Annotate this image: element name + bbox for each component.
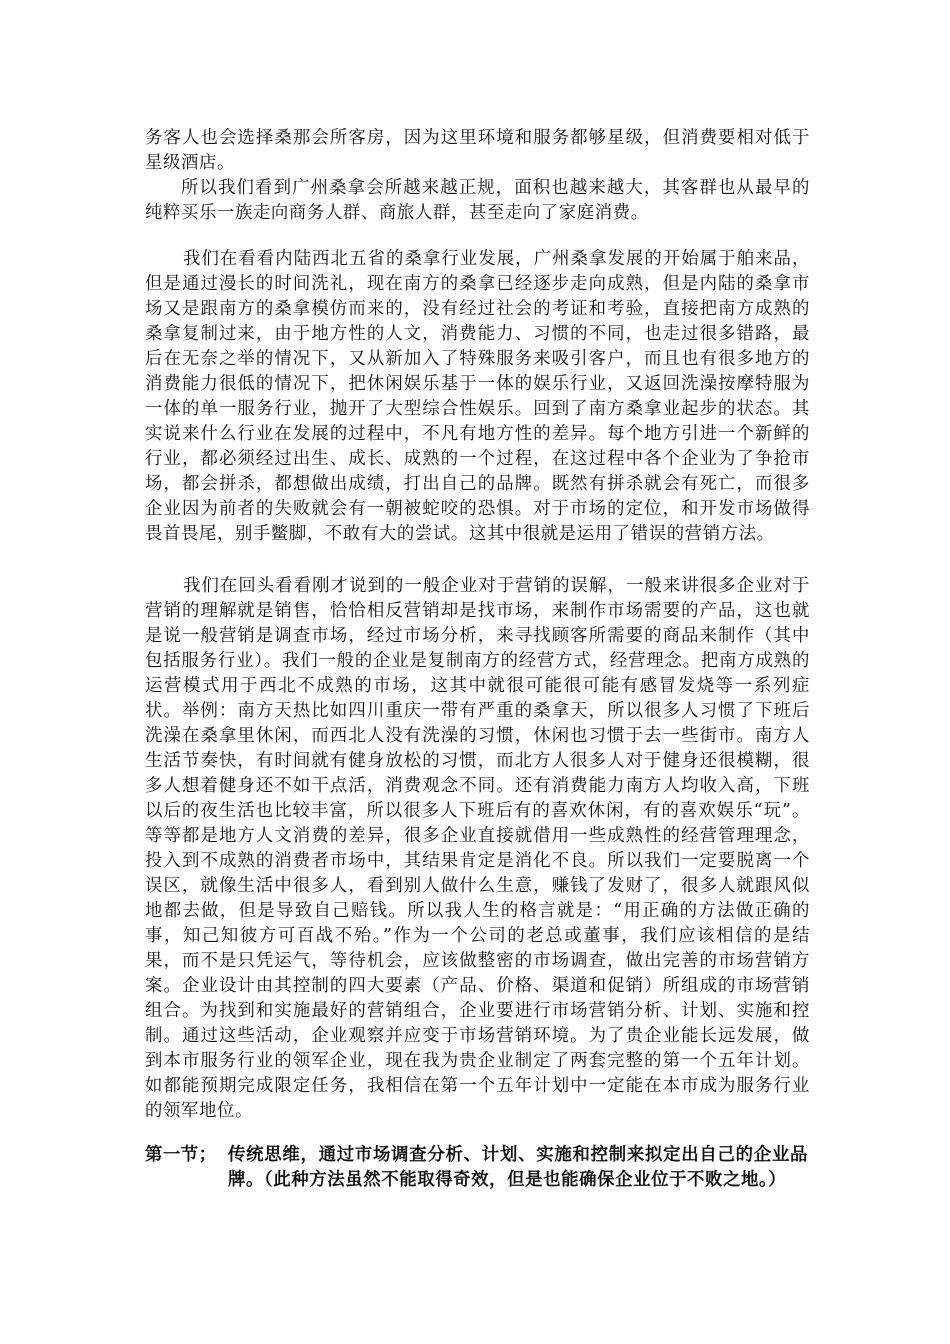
paragraph-1: 务客人也会选择桑那会所客房，因为这里环境和服务都够星级，但消费要相对低于星级酒店。 bbox=[145, 128, 810, 173]
section-title: 传统思维，通过市场调查分析、计划、实施和控制来拟定出自己的企业品牌。（此种方法虽然不能取得奇效，但是也能确保企业位于不败之地。） bbox=[228, 1145, 808, 1190]
section-label: 第一节； bbox=[145, 1145, 217, 1165]
paragraph-2: 所以我们看到广州桑拿会所越来越正规，面积也越来越大，其客群也从最早的纯粹买乐一族走向商务人群、商旅人群，甚至走向了家庭消费。 bbox=[145, 178, 810, 223]
paragraph-4: 我们在回头看看刚才说到的一般企业对于营销的误解，一般来讲很多企业对于营销的理解就是销售，恰恰相反营销却是找市场，来制作市场需要的产品，这也就是说一般营销是调查市场，经过市场分析，来寻找顾客所需要的商品来制作（其中包括服务行业）。我们一般的企业是复制南方的经营方式，经营理念。把南方成熟的运营模式用于西北不成熟的市场，这其中就很可能很可能有感冒发烧等一系列症状。举例：南方天热比如四川重庆一带有严重的桑拿天，所以很多人习惯了下班后洗澡在桑拿里休闲，而西北人没有洗澡的习惯，休闲也习惯于去一些街市。南方人生活节奏快，有时间就有健身放松的习惯，而北方人很多人对于健身还很模糊，很多人想着健身还不如干点活，消费观念不同。还有消费能力南方人均收入高，下班以后的夜生活也比较丰富，所以很多人下班后有的喜欢休闲，有的喜欢娱乐“玩”。等等都是地方人文消费的差异，很多企业直接就借用一些成熟性的经营管理理念，投入到不成熟的消费者市场中，其结果肯定是消化不良。所以我们一定要脱离一个误区，就像生活中很多人，看到别人做什么生意，赚钱了发财了，很多人就跟风似地都去做，但是导致自己赔钱。所以我人生的格言就是：“用正确的方法做正确的事，知己知彼方可百战不殆。”作为一个公司的老总或董事，我们应该相信的是结果，而不是只凭运气，等待机会，应该做整密的市场调查，做出完善的市场营销方案。企业设计由其控制的四大要素（产品、价格、渠道和促销）所组成的市场营销组合。为找到和实施最好的营销组合，企业要进行市场营销分析、计划、实施和控制。通过这些活动，企业观察并应变于市场营销环境。为了贵企业能长远发展，做到本市服务行业的领军企业，现在我为贵企业制定了两套完整的第一个五年计划。如都能预期完成限定任务，我相信在第一个五年计划中一定能在本市成为服务行业的领军地位。 bbox=[145, 576, 810, 1121]
paragraph-3: 我们在看看内陆西北五省的桑拿行业发展，广州桑拿发展的开始属于舶来品，但是通过漫长的时间洗礼，现在南方的桑拿已经逐步走向成熟，但是内陆的桑拿市场又是跟南方的桑拿模仿而来的，没有经过社会的考证和考验，直接把南方成熟的桑拿复制过来，由于地方性的人文，消费能力、习惯的不同，也走过很多错路，最后在无奈之举的情况下，又从新加入了特殊服务来吸引客户，而且也有很多地方的消费能力很低的情况下，把休闲娱乐基于一体的娱乐行业，又返回洗澡按摩特服为一体的单一服务行业，抛开了大型综合性娱乐。回到了南方桑拿业起步的状态。其实说来什么行业在发展的过程中，不凡有地方性的差异。每个地方引进一个新鲜的行业，都必须经过出生、成长、成熟的一个过程，在这过程中各个企业为了争抢市场，都会拼杀，都想做出成绩，打出自己的品牌。既然有拼杀就会有死亡，而很多企业因为前者的失败就会有一朝被蛇咬的恐惧。对于市场的定位，和开发市场做得畏首畏尾，别手鳖脚，不敢有大的尝试。这其中很就是运用了错误的营销方法。 bbox=[145, 249, 810, 544]
section-heading bbox=[145, 1143, 815, 1193]
